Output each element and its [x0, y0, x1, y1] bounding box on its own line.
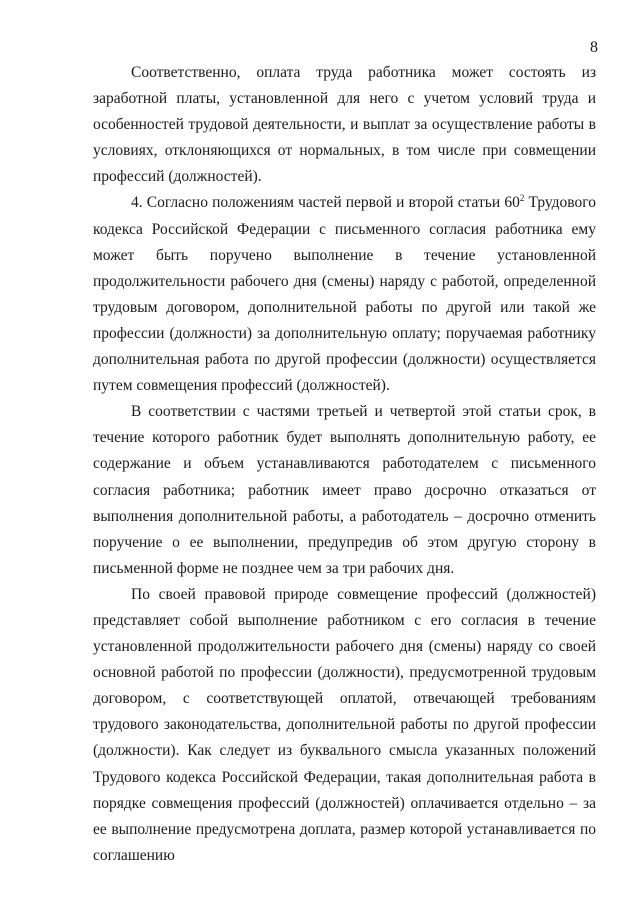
paragraph-4: По своей правовой природе совмещение профессий (должностей) представляет собой выполнение работником с его согласия в течение установленной продолжительности рабочего дня (смены) наряду со своей основной работой по профессии (должности), предусмотренной трудовым договором, с соответствующей оплатой, отвечающей требованиям трудового законодательства, дополнительной работы по другой профессии (должности). Как следует из буквального смысла указанных положений Трудового кодекса Российской Федерации, такая дополнительная работа в порядке совмещения профессий (должностей) оплачивается отдельно – за ее выполнение предусмотрена доплата, размер которой устанавливается по соглашению [93, 585, 596, 864]
paragraph-2-rest: Трудового кодекса Российской Федерации с письменного согласия работника ему может быть поручено выполнение в течение установленной продолжительности рабочего дня (смены) наряду с работой, определенной трудовым договором, дополнительной работы по другой или такой же профессии (должности) за дополнительную оплату; поручаемая работнику дополнительная работа по другой профессии (должности) осуществляется путем совмещения профессий (должностей). [93, 194, 596, 395]
body-text [93, 60, 596, 869]
paragraph-2-start: 4. Согласно положениям частей первой и второй статьи 60 [131, 194, 520, 212]
paragraph-1: Соответственно, оплата труда работника может состоять из заработной платы, установленной для него с учетом условий труда и особенностей трудовой деятельности, и выплат за осуществление работы в условиях, отклоняющихся от нормальных, в том числе при совмещении профессий (должностей). [93, 64, 596, 186]
article-superscript: 2 [519, 193, 525, 204]
paragraph-2 [93, 190, 596, 399]
paragraph-3: В соответствии с частями третьей и четвертой этой статьи срок, в течение которого работник будет выполнять дополнительную работу, ее содержание и объем устанавливаются работодателем с письменного согласия работника; работник имеет право досрочно отказаться от выполнения дополнительной работы, а работодатель – досрочно отменить поручение о ее выполнении, предупредив об этом другую сторону в письменной форме не позднее чем за три рабочих дня. [93, 403, 596, 577]
page-number: 8 [590, 39, 598, 56]
